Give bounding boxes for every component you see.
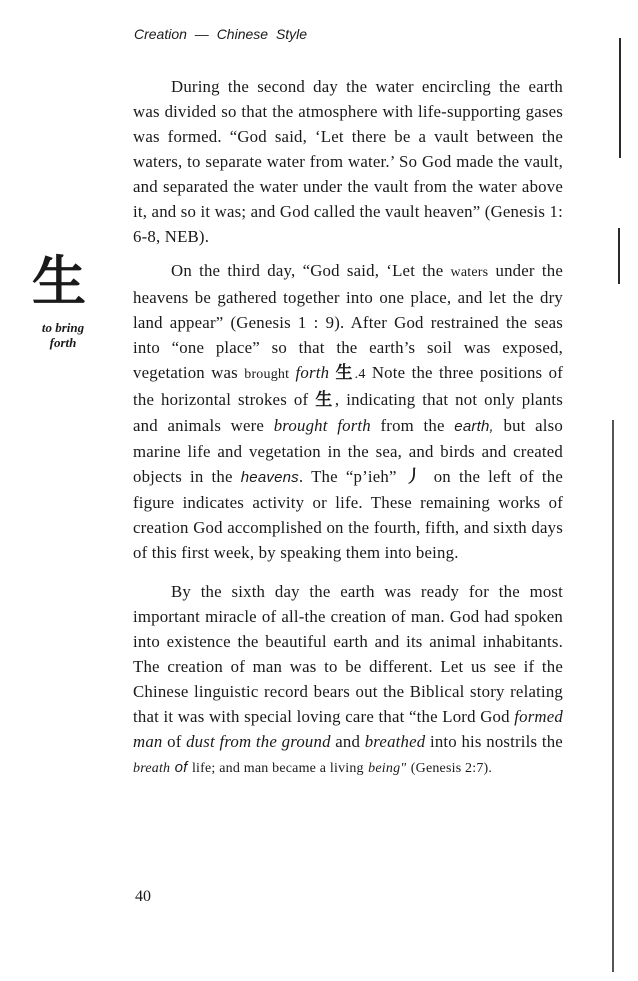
paragraph-1: During the second day the water encircling the earth was divided so that the atmosphere with life-supporting gases was formed. “God said, ‘Let there be a vault between the waters, to separate water from water.’ So God made the vault, and separated the water under the vault from the water above it, and so it was; and God called the vault heaven” (Genesis 1: 6-8, NEB). [133, 77, 563, 246]
margin-gloss-line1: to bring [41, 320, 85, 335]
paragraph-2 [133, 258, 563, 565]
p3-text-j: life; and man became a living [191, 761, 364, 776]
p2-text-f: Note the three positions of the horizontal strokes of [133, 363, 563, 409]
p3-text-a: By the sixth day the earth was ready for the most important miracle of all-the creation of man. God had spoken into existence the beautiful earth and its animal inhabitants. The creation of man was to be different. Let us see if the Chinese linguistic record bears out the Biblical story relating that it was with special loving care that “the Lord God [133, 582, 563, 726]
p2-text-h: brought forth [273, 416, 371, 435]
p3-text-i: of [174, 759, 188, 776]
scan-edge-line-upper [619, 38, 621, 158]
inline-character-sheng: 生 [335, 363, 355, 383]
p3-text-b: formed man [133, 707, 563, 751]
p2-text-d: brought [244, 367, 290, 382]
p2-text-e: forth [295, 363, 330, 382]
p3-text-c: of [167, 732, 182, 751]
scan-edge-line-lower [618, 228, 620, 284]
p2-text-b: waters [450, 265, 489, 280]
p3-text-e: and [335, 732, 361, 751]
margin-gloss-line2: forth [49, 335, 77, 350]
p3-text-h: breath [133, 761, 171, 776]
footnote-ref: .4 [354, 367, 366, 382]
inline-stroke-pieh: 丿 [404, 467, 426, 487]
p2-text-c: under the heavens be gathered together into one place, and let the dry land appear” (Genesis 1 : 9). After God restrained the seas into “one place” so that the earth’s soil was exposed, vegetation was [133, 261, 563, 382]
p2-text-k: but also marine life and vegetation in the sea, and birds and created objects in the [133, 416, 563, 486]
margin-chinese-character: 生 [32, 250, 86, 313]
inline-character-sheng-2: 生 [315, 390, 335, 410]
body-text [133, 74, 563, 790]
p2-text-m: . The “p’ieh” [298, 467, 397, 486]
running-head: Creation — Chinese Style [134, 26, 308, 42]
p3-text-f: breathed [364, 732, 426, 751]
margin-gloss [28, 320, 98, 350]
p2-text-a: On the third day, “God said, ‘Let the [171, 261, 444, 280]
paragraph-3 [133, 579, 563, 781]
p2-text-l: heavens [240, 469, 299, 486]
p2-text-j: earth, [454, 418, 494, 435]
page-number: 40 [135, 888, 151, 905]
p2-text-n: on the left of the figure indicates activity or life. These remaining works of creation God accomplished on the fourth, fifth, and sixth days of this first week, by speaking them into being. [133, 467, 563, 562]
p3-text-k: being" [368, 761, 407, 776]
p2-text-i: from the [380, 416, 445, 435]
p3-text-g: into his nostrils the [429, 732, 563, 751]
p3-text-l: (Genesis 2:7). [410, 761, 493, 776]
p2-text-g: , indicating that not only plants and animals were [133, 390, 563, 435]
scan-edge-line-bottom [612, 420, 614, 972]
p3-text-d: dust from the ground [186, 732, 331, 751]
